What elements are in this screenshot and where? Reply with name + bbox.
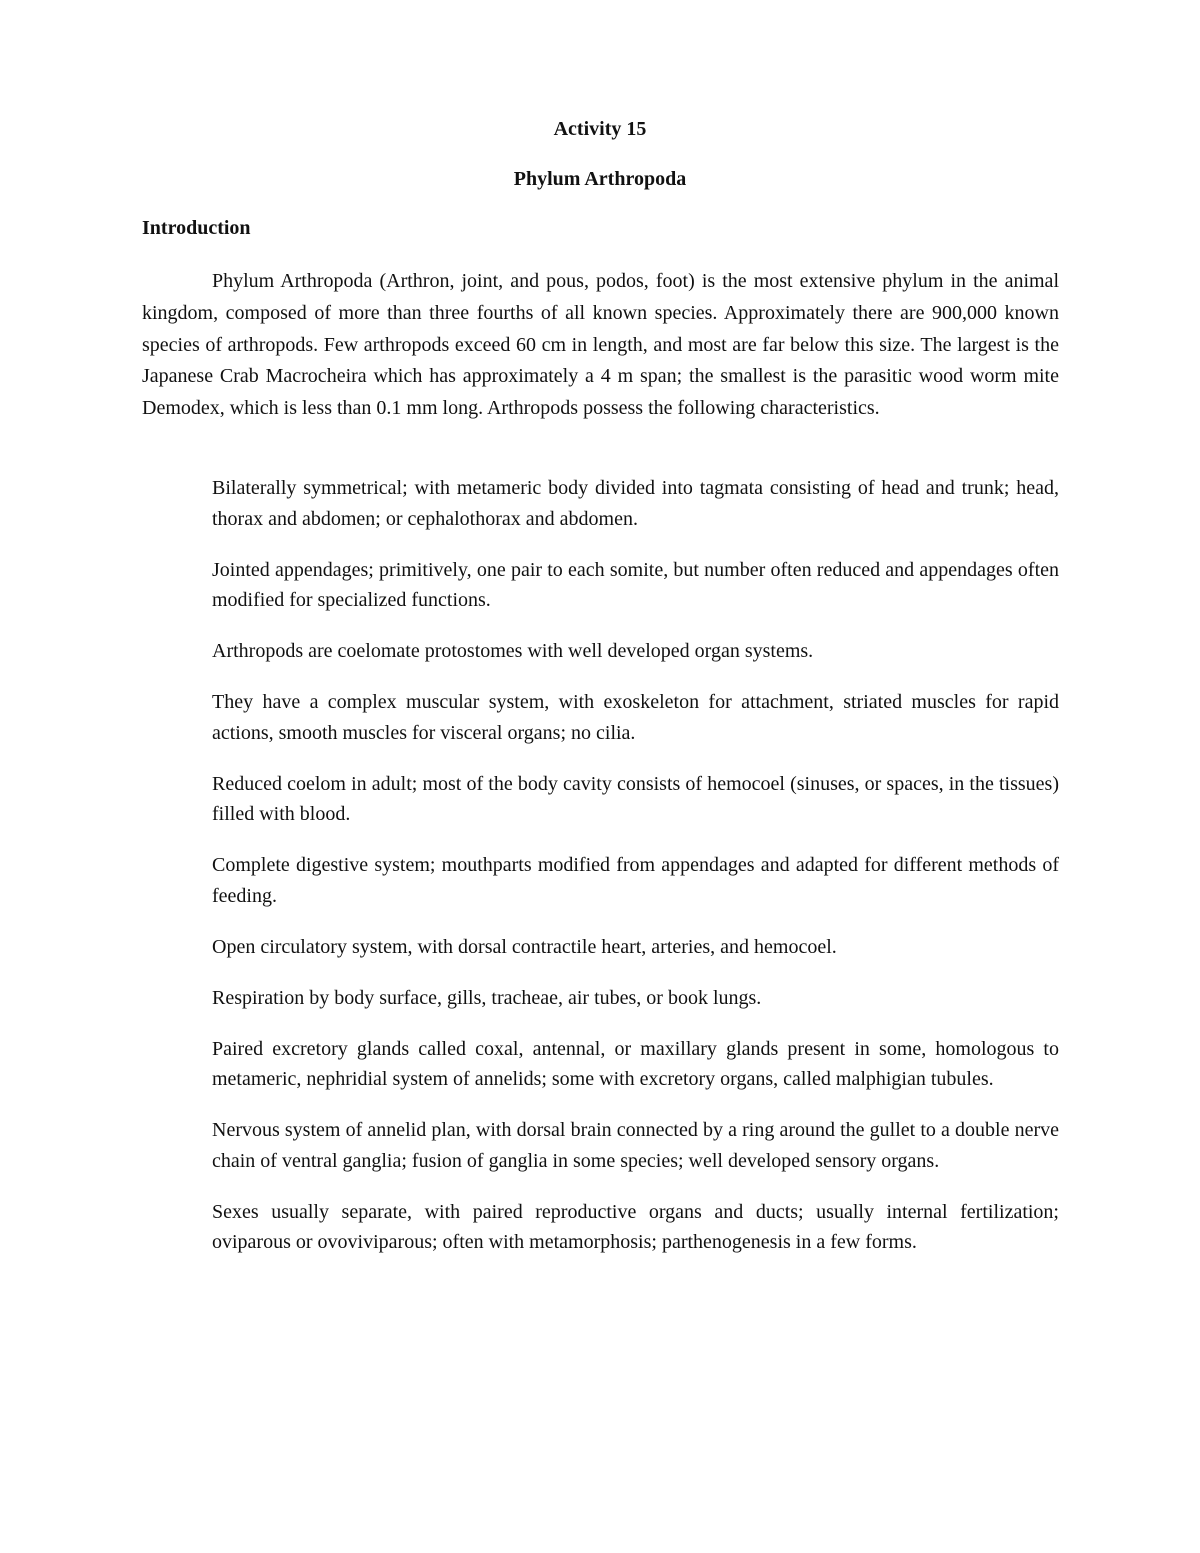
- characteristic-item: Open circulatory system, with dorsal contractile heart, arteries, and hemocoel.: [212, 935, 837, 958]
- characteristics-list: [212, 473, 1059, 1278]
- phylum-title: Phylum Arthropoda: [513, 168, 687, 190]
- characteristic-item: Sexes usually separate, with paired reproductive organs and ducts; usually internal fertilization; oviparous or ovoviviparous; often with metamorphosis; parthenogenesis in a few forms.: [212, 1200, 1059, 1253]
- characteristic-item: Arthropods are coelomate protostomes with well developed organ systems.: [212, 640, 814, 662]
- characteristic-item: Reduced coelom in adult; most of the body cavity consists of hemocoel (sinuses, or spaces, in the tissues) filled with blood.: [212, 772, 1059, 825]
- characteristic-item: They have a complex muscular system, with exoskeleton for attachment, striated muscles for rapid actions, smooth muscles for visceral organs; no cilia.: [212, 691, 1059, 744]
- characteristic-item: Bilaterally symmetrical; with metameric body divided into tagmata consisting of head and trunk; head, thorax and abdomen; or cephalothorax and abdomen.: [212, 477, 1059, 530]
- characteristic-item: Nervous system of annelid plan, with dorsal brain connected by a ring around the gullet to a double nerve chain of ventral ganglia; fusion of ganglia in some species; well developed sensory organs.: [212, 1119, 1059, 1172]
- characteristic-item: Respiration by body surface, gills, tracheae, air tubes, or book lungs.: [212, 986, 762, 1009]
- characteristic-item: Jointed appendages; primitively, one pair to each somite, but number often reduced and appendages often modified for specialized functions.: [212, 558, 1059, 611]
- characteristic-item: Paired excretory glands called coxal, antennal, or maxillary glands present in some, homologous to metameric, nephridial system of annelids; some with excretory organs, called malphigian tubules.: [212, 1037, 1059, 1090]
- activity-title: Activity 15: [553, 118, 647, 140]
- introduction-heading: Introduction: [142, 217, 251, 239]
- characteristic-item: Complete digestive system; mouthparts modified from appendages and adapted for different methods of feeding.: [212, 854, 1059, 907]
- intro-paragraph: Phylum Arthropoda (Arthron, joint, and pous, podos, foot) is the most extensive phylum in the animal kingdom, composed of more than three fourths of all known species. Approximately there are 900,000 known species of arthropods. Few arthropods exceed 60 cm in length, and most are far below this size. The largest is the Japanese Crab Macrocheira which has approximately a 4 m span; the smallest is the parasitic wood worm mite Demodex, which is less than 0.1 mm long. Arthropods possess the following characteristics.: [142, 270, 1059, 420]
